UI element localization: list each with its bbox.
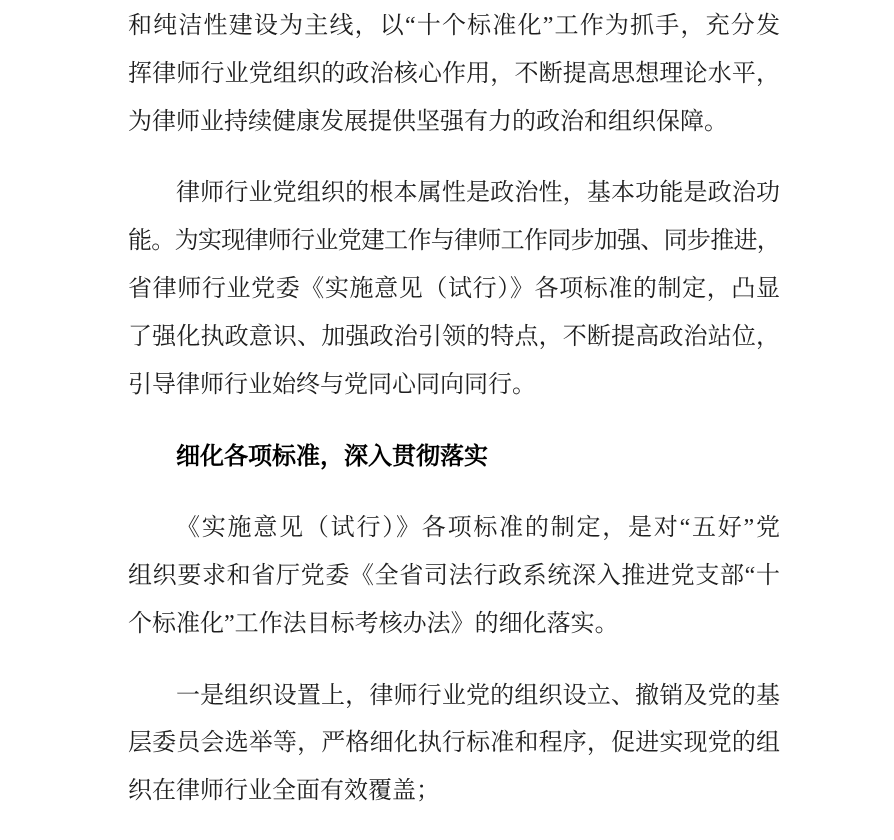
text-line: 层委员会选举等，严格细化执行标准和程序，促进实现党的组 [128, 730, 780, 757]
text-line: 一是组织设置上，律师行业党的组织设立、撤销及党的基 [176, 682, 780, 709]
text-line: 组织要求和省厅党委《全省司法行政系统深入推进党支部“十 [128, 562, 780, 589]
text-line: 引导律师行业始终与党同心同向同行。 [128, 371, 536, 398]
text-line: 能。为实现律师行业党建工作与律师工作同步加强、同步推进， [128, 228, 780, 255]
text-line: 个标准化”工作法目标考核办法》的细化落实。 [128, 610, 619, 637]
text-line: 《实施意见（试行）》各项标准的制定，是对“五好”党 [176, 515, 780, 542]
text-line: 织在律师行业全面有效覆盖； [128, 778, 440, 805]
text-line: 了强化执政意识、加强政治引领的特点，不断提高政治站位， [128, 323, 780, 350]
text-line: 省律师行业党委《实施意见（试行）》各项标准的制定，凸显 [128, 275, 780, 302]
section-heading: 细化各项标准，深入贯彻落实 [176, 443, 488, 471]
text-line: 为律师业持续健康发展提供坚强有力的政治和组织保障。 [128, 108, 728, 135]
text-column [128, 0, 780, 840]
text-line: 律师行业党组织的根本属性是政治性，基本功能是政治功 [176, 180, 780, 207]
text-line: 和纯洁性建设为主线，以“十个标准化”工作为抓手，充分发 [128, 13, 780, 39]
text-line: 挥律师行业党组织的政治核心作用，不断提高思想理论水平， [128, 60, 780, 87]
